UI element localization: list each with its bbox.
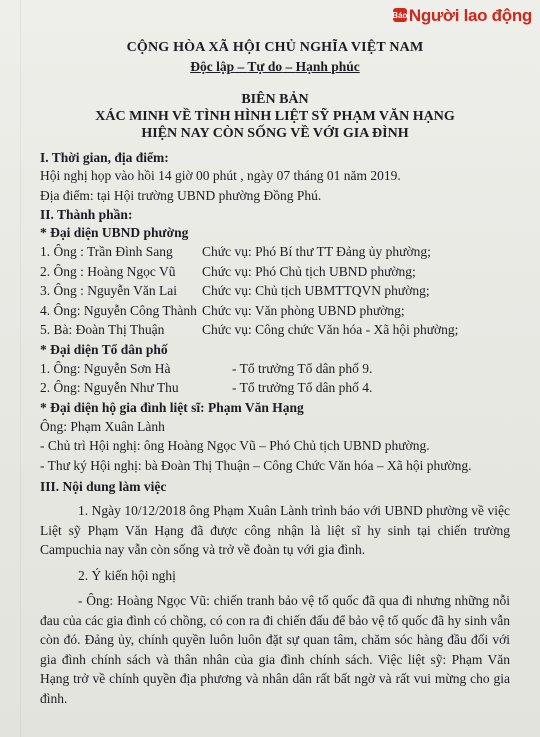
participant-role: - Tổ trưởng Tổ dân phố 9. — [232, 360, 373, 376]
participant-name: 2. Ông: Nguyễn Như Thu — [40, 380, 179, 395]
participant-row — [40, 242, 510, 262]
family-representative: Ông: Phạm Xuân Lành — [40, 418, 165, 434]
participant-name: 3. Ông : Nguyễn Văn Lai — [40, 283, 177, 298]
participant-name: 1. Ông : Trần Đình Sang — [40, 244, 173, 259]
group-3-heading: * Đại diện hộ gia đình liệt sĩ: Phạm Văn Hạng — [40, 399, 304, 415]
participant-role: Chức vụ: Công chức Văn hóa - Xã hội phường; — [202, 322, 459, 337]
title-line-1: BIÊN BẢN — [241, 92, 309, 107]
newspaper-logo — [393, 6, 532, 26]
meeting-secretary: - Thư ký Hội nghị: bà Đoàn Thị Thuận – Công Chức Văn hóa – Xã hội phường. — [40, 457, 472, 473]
participant-role: Chức vụ: Phó Chủ tịch UBND phường; — [202, 263, 416, 279]
opinions-heading: 2. Ý kiến hội nghị — [78, 567, 176, 583]
document-title — [40, 91, 510, 142]
logo-name: Người lao động — [408, 6, 532, 25]
participant-row — [40, 359, 510, 379]
participant-role: Chức vụ: Phó Bí thư TT Đảng ủy phường; — [202, 244, 431, 259]
motto — [40, 59, 510, 75]
page-margin-shadow — [20, 0, 21, 737]
participant-row — [40, 281, 510, 301]
section-2-heading: II. Thành phần: — [40, 207, 133, 222]
participant-row — [40, 262, 510, 282]
participant-row — [40, 301, 510, 321]
participant-name: 2. Ông : Hoàng Ngọc Vũ — [40, 263, 176, 279]
nation-header: CỘNG HÒA XÃ HỘI CHỦ NGHĨA VIỆT NAM — [126, 40, 424, 55]
participant-role: Chức vụ: Văn phòng UBND phường; — [202, 302, 405, 318]
motto-sep-1: – — [234, 59, 248, 74]
participant-name: 4. Ông: Nguyễn Công Thành — [40, 302, 197, 318]
section-time-place — [40, 150, 510, 205]
section-3-heading: III. Nội dung làm việc — [40, 479, 167, 494]
participant-role: Chức vụ: Chủ tịch UBMTTQVN phường; — [202, 283, 430, 298]
participant-row — [40, 320, 510, 340]
motto-happiness: Hạnh phúc — [295, 59, 360, 74]
content-paragraph-1: 1. Ngày 10/12/2018 ông Phạm Xuân Lành trình báo với UBND phường về việc Liệt sỹ Phạm Văn Hạng đã được công nhận là liệt sĩ hy sinh tại chiến trường Campuchia nay vẫn còn sống và trở về đoàn tụ với gia đình. — [40, 503, 510, 557]
section-content — [40, 479, 510, 708]
motto-freedom: Tự do — [247, 59, 283, 74]
participant-role: - Tổ trưởng Tổ dân phố 4. — [232, 380, 373, 395]
group-2-heading: * Đại diện Tổ dân phố — [40, 341, 168, 357]
section-participants — [40, 207, 510, 475]
group-1-heading: * Đại diện UBND phường — [40, 225, 189, 240]
logo-mark: Báo — [393, 8, 407, 22]
title-line-3: HIỆN NAY CÒN SỐNG VỀ VỚI GIA ĐÌNH — [141, 126, 409, 141]
title-line-2: XÁC MINH VỀ TÌNH HÌNH LIỆT SỸ PHẠM VĂN HẠNG — [95, 109, 455, 124]
participant-name: 5. Bà: Đoàn Thị Thuận — [40, 322, 165, 337]
participant-name: 1. Ông: Nguyễn Sơn Hà — [40, 360, 171, 376]
participant-row — [40, 378, 510, 398]
content-paragraph-2: - Ông: Hoàng Ngọc Vũ: chiến tranh bảo vệ tổ quốc đã qua đi nhưng những nỗi đau của các gia đình có chồng, có con ra đi chiến đấu để bảo vệ tổ quốc đã hy sinh vẫn còn đó. Đảng ủy, chính quyền luôn luôn đặt sự quan tâm, chăm sóc hàng đầu đối với gia đình chính sách và thân nhân của gia đình chính sách. Việc liệt sỹ: Phạm Văn Hạng trở về chính quyền địa phương và nhân dân rất bất ngờ và rất vui mừng cho gia đình. — [40, 593, 510, 706]
motto-independence: Độc lập — [190, 59, 235, 74]
meeting-chair: - Chủ trì Hội nghị: ông Hoàng Ngọc Vũ – Phó Chủ tịch UBND phường. — [40, 438, 430, 453]
meeting-place: Địa điểm: tại Hội trường UBND phường Đồng Phú. — [40, 187, 322, 203]
meeting-time: Hội nghị họp vào hồi 14 giờ 00 phút , ngày 07 tháng 01 năm 2019. — [40, 168, 401, 183]
motto-sep-2: – — [282, 59, 296, 74]
section-1-heading: I. Thời gian, địa điểm: — [40, 150, 169, 165]
